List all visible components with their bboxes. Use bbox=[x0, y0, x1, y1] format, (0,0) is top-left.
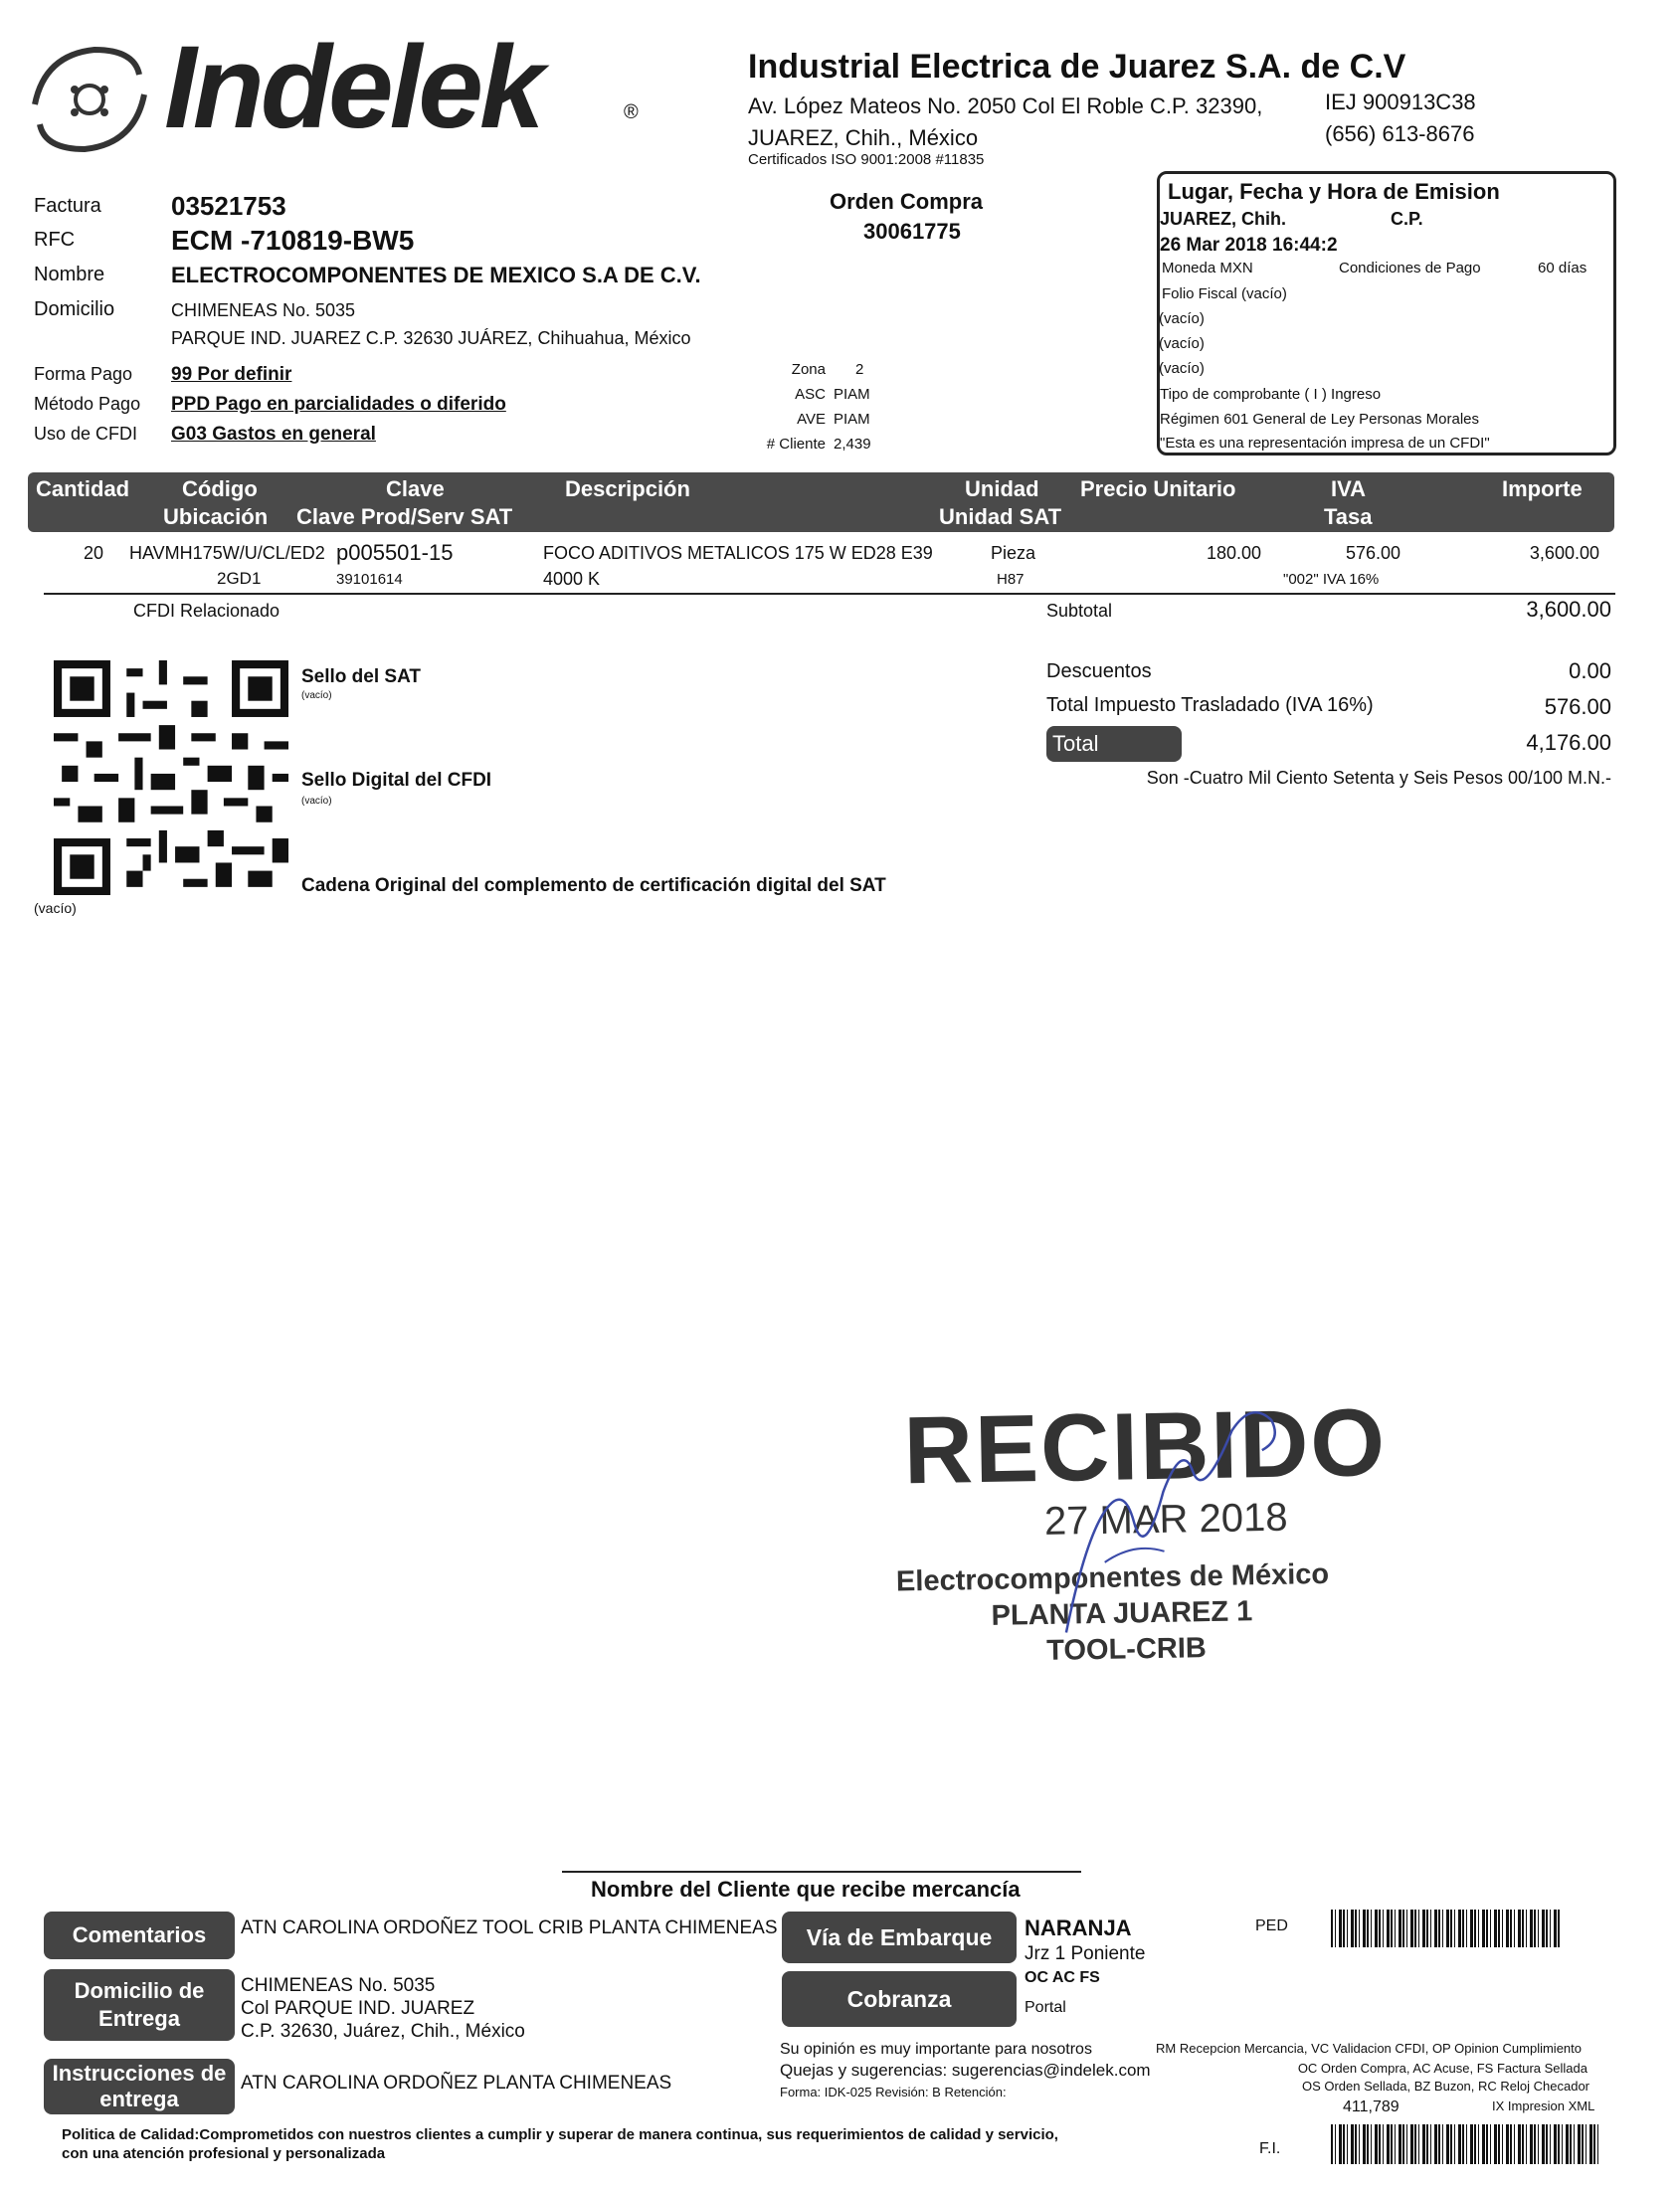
nombre-value: ELECTROCOMPONENTES DE MEXICO S.A DE C.V. bbox=[171, 263, 701, 287]
row-clave: p005501-15 bbox=[336, 540, 454, 565]
uso-cfdi-value: G03 Gastos en general bbox=[171, 424, 376, 445]
company-cert: Certificados ISO 9001:2008 #11835 bbox=[748, 151, 985, 168]
row-ubicacion: 2GD1 bbox=[217, 569, 262, 588]
cadena-label: Cadena Original del complemento de certificación digital del SAT bbox=[301, 875, 886, 896]
impuesto-value: 576.00 bbox=[1544, 694, 1611, 719]
factura-label: Factura bbox=[34, 195, 101, 217]
row-desc-2: 4000 K bbox=[543, 569, 601, 589]
row-precio: 180.00 bbox=[1206, 543, 1261, 563]
metodo-pago-label: Método Pago bbox=[34, 394, 141, 414]
asc-label: ASC bbox=[795, 386, 826, 403]
sello-sat-vacio: (vacío) bbox=[301, 690, 332, 701]
domicilio-entrega-2: Col PARQUE IND. JUAREZ bbox=[241, 1998, 475, 2019]
leyenda-2: OC Orden Compra, AC Acuse, FS Factura Sellada bbox=[1297, 2061, 1587, 2076]
domicilio-entrega-1: CHIMENEAS No. 5035 bbox=[241, 1975, 436, 1996]
table-header bbox=[28, 472, 1614, 532]
table-divider bbox=[44, 593, 1615, 595]
emision-dias: 60 días bbox=[1538, 260, 1587, 276]
company-logo bbox=[15, 22, 652, 169]
emision-fecha: 26 Mar 2018 16:44:2 bbox=[1160, 235, 1338, 256]
row-codigo: HAVMH175W/U/CL/ED2 bbox=[129, 543, 325, 563]
comentarios-value: ATN CAROLINA ORDOÑEZ TOOL CRIB PLANTA CHIMENEAS bbox=[241, 1917, 778, 1938]
instrucciones-value: ATN CAROLINA ORDOÑEZ PLANTA CHIMENEAS bbox=[241, 2073, 672, 2094]
emision-lugar: JUAREZ, Chih. bbox=[1160, 209, 1287, 229]
cliente-value: 2,439 bbox=[834, 436, 871, 453]
qr-code-icon bbox=[44, 660, 298, 895]
company-phone: (656) 613-8676 bbox=[1325, 121, 1475, 146]
header-tasa: Tasa bbox=[1324, 504, 1373, 529]
leyenda-3: OS Orden Sellada, BZ Buzon, RC Reloj Checador bbox=[1301, 2079, 1589, 2094]
impuesto-label: Total Impuesto Trasladado (IVA 16%) bbox=[1046, 694, 1374, 716]
stamp-line-1: Electrocomponentes de México bbox=[895, 1557, 1330, 1598]
header-clave-prod: Clave Prod/Serv SAT bbox=[296, 504, 513, 529]
rfc-value: ECM -710819-BW5 bbox=[171, 225, 415, 256]
via-embarque-2: Jrz 1 Poniente bbox=[1025, 1943, 1146, 1964]
quejas-text: Quejas y sugerencias: sugerencias@indelek.com bbox=[780, 2061, 1151, 2080]
factura-number: 03521753 bbox=[171, 191, 286, 221]
header-importe: Importe bbox=[1502, 476, 1583, 501]
company-name: Industrial Electrica de Juarez S.A. de C.V bbox=[748, 48, 1406, 86]
forma-pago-value: 99 Por definir bbox=[171, 364, 292, 385]
total-label: Total bbox=[1046, 726, 1182, 762]
comentarios-label: Comentarios bbox=[44, 1912, 235, 1959]
header-iva: IVA bbox=[1331, 476, 1367, 501]
header-unidad: Unidad bbox=[965, 476, 1039, 501]
orden-compra-value: 30061775 bbox=[863, 219, 961, 244]
stamp-line-3: TOOL-CRIB bbox=[1045, 1632, 1208, 1667]
header-descripcion: Descripción bbox=[565, 476, 690, 501]
company-address-2: JUAREZ, Chih., México bbox=[748, 125, 979, 150]
barcode-bottom-icon bbox=[1331, 2124, 1601, 2164]
asc-value: PIAM bbox=[834, 386, 870, 403]
cobranza-label: Cobranza bbox=[782, 1971, 1017, 2027]
subtotal-value: 3,600.00 bbox=[1526, 597, 1611, 622]
sello-cfdi-vacio: (vacío) bbox=[301, 796, 332, 807]
row-unidad-sat: H87 bbox=[997, 571, 1025, 588]
received-stamp bbox=[892, 1368, 1414, 1675]
company-address-1: Av. López Mateos No. 2050 Col El Roble C.P. 32390, bbox=[748, 93, 1263, 118]
orden-compra-label: Orden Compra bbox=[830, 189, 984, 214]
signature-mark bbox=[1042, 1389, 1305, 1642]
forma-pago-label: Forma Pago bbox=[34, 364, 133, 384]
metodo-pago-value: PPD Pago en parcialidades o diferido bbox=[171, 394, 506, 415]
domicilio-entrega-text: Domicilio de Entrega bbox=[74, 1978, 205, 2031]
nombre-label: Nombre bbox=[34, 264, 105, 285]
row-unidad: Pieza bbox=[991, 543, 1036, 563]
logo-swirl-icon bbox=[15, 35, 164, 164]
registered-mark: ® bbox=[624, 101, 639, 123]
cobranza-value: Portal bbox=[1025, 1999, 1066, 2016]
header-unidad-sat: Unidad SAT bbox=[939, 504, 1062, 529]
row-tasa: "002" IVA 16% bbox=[1283, 571, 1380, 588]
zona-label: Zona bbox=[791, 361, 826, 378]
row-iva: 576.00 bbox=[1345, 543, 1400, 563]
opinion-text: Su opinión es muy importante para nosotros bbox=[780, 2041, 1092, 2058]
emision-vacio-2: (vacío) bbox=[1159, 335, 1205, 352]
emision-vacio-1: (vacío) bbox=[1159, 310, 1205, 327]
subtotal-label: Subtotal bbox=[1046, 601, 1113, 621]
header-clave: Clave bbox=[386, 476, 445, 501]
leyenda-4: IX Impresion XML bbox=[1492, 2098, 1595, 2113]
emision-regimen: Régimen 601 General de Ley Personas Morales bbox=[1160, 411, 1480, 428]
row-desc-1: FOCO ADITIVOS METALICOS 175 W ED28 E39 bbox=[543, 543, 933, 563]
emision-tipo: Tipo de comprobante ( I ) Ingreso bbox=[1160, 386, 1382, 403]
header-codigo: Código bbox=[182, 476, 258, 501]
header-precio: Precio Unitario bbox=[1080, 476, 1236, 501]
instrucciones-label bbox=[44, 2059, 235, 2114]
politica-line-2: con una atención profesional y personalizada bbox=[62, 2145, 386, 2162]
sello-cfdi-label: Sello Digital del CFDI bbox=[301, 770, 492, 791]
leyenda-1: RM Recepcion Mercancia, VC Validacion CFDI, OP Opinion Cumplimiento bbox=[1156, 2041, 1582, 2056]
via-embarque-3: OC AC FS bbox=[1025, 1969, 1100, 1986]
cadena-vacio: (vacío) bbox=[34, 900, 77, 916]
header-ubicacion: Ubicación bbox=[163, 504, 269, 529]
sello-sat-label: Sello del SAT bbox=[301, 666, 422, 687]
emision-representacion: "Esta es una representación impresa de un CFDI" bbox=[1160, 435, 1490, 452]
barcode-top-icon bbox=[1331, 1910, 1560, 1947]
politica-line-1: Politica de Calidad:Comprometidos con nuestros clientes a cumplir y superar de manera continua, sus requerimientos de calidad y servicio, bbox=[62, 2126, 1058, 2143]
ave-value: PIAM bbox=[834, 411, 870, 428]
emision-cp: C.P. bbox=[1391, 209, 1423, 229]
emision-title: Lugar, Fecha y Hora de Emision bbox=[1168, 179, 1500, 204]
domicilio-entrega-label bbox=[44, 1969, 235, 2041]
emision-folio: Folio Fiscal (vacío) bbox=[1162, 285, 1287, 302]
company-rfc: IEJ 900913C38 bbox=[1325, 90, 1476, 114]
stamp-fecha: 27 MAR 2018 bbox=[1043, 1495, 1288, 1544]
uso-cfdi-label: Uso de CFDI bbox=[34, 424, 138, 444]
via-embarque-label: Vía de Embarque bbox=[782, 1912, 1017, 1963]
stamp-recibido: RECIBIDO bbox=[902, 1388, 1388, 1505]
descuentos-value: 0.00 bbox=[1569, 658, 1611, 683]
ave-label: AVE bbox=[797, 411, 826, 428]
domicilio-label: Domicilio bbox=[34, 298, 115, 320]
total-letra: Son -Cuatro Mil Ciento Setenta y Seis Pesos 00/100 M.N.- bbox=[1146, 768, 1611, 788]
folio-num: 411,789 bbox=[1343, 2098, 1400, 2115]
emision-moneda: Moneda MXN bbox=[1162, 260, 1253, 276]
total-value: 4,176.00 bbox=[1526, 730, 1611, 755]
stamp-line-2: PLANTA JUAREZ 1 bbox=[991, 1595, 1253, 1632]
via-embarque-value: NARANJA bbox=[1025, 1915, 1132, 1940]
instrucciones-text: Instrucciones de entrega bbox=[52, 2061, 227, 2111]
emision-condiciones: Condiciones de Pago bbox=[1339, 260, 1481, 276]
domicilio-line-2: PARQUE IND. JUAREZ C.P. 32630 JUÁREZ, Chihuahua, México bbox=[171, 328, 691, 348]
header-cantidad: Cantidad bbox=[36, 476, 130, 501]
cliente-label: # Cliente bbox=[766, 436, 826, 453]
row-cantidad: 20 bbox=[84, 543, 104, 563]
domicilio-line-1: CHIMENEAS No. 5035 bbox=[171, 300, 356, 320]
forma-text: Forma: IDK-025 Revisión: B Retención: bbox=[780, 2085, 1007, 2099]
ped-label: PED bbox=[1255, 1917, 1288, 1934]
fi-label: F.I. bbox=[1259, 2140, 1281, 2157]
logo-wordmark: Indelek bbox=[164, 22, 541, 153]
signature-line bbox=[562, 1871, 1081, 1873]
domicilio-entrega-3: C.P. 32630, Juárez, Chih., México bbox=[241, 2021, 525, 2042]
row-importe: 3,600.00 bbox=[1529, 543, 1599, 563]
emision-vacio-3: (vacío) bbox=[1159, 360, 1205, 377]
zona-value: 2 bbox=[855, 361, 864, 378]
nombre-cliente-label: Nombre del Cliente que recibe mercancía bbox=[591, 1877, 1021, 1902]
rfc-label: RFC bbox=[34, 229, 76, 251]
row-clave-prod: 39101614 bbox=[336, 571, 403, 588]
table-row bbox=[28, 537, 1614, 593]
cfdi-relacionado: CFDI Relacionado bbox=[133, 601, 280, 621]
descuentos-label: Descuentos bbox=[1046, 660, 1152, 682]
